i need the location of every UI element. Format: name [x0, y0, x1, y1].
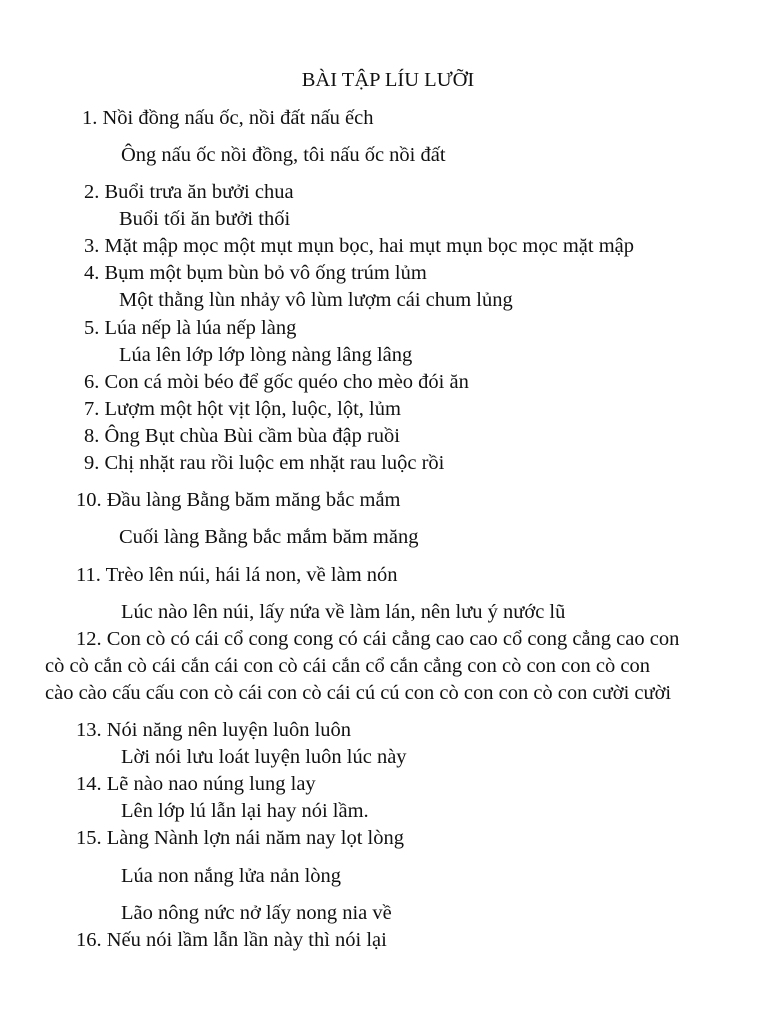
- line-8: 8. Ông Bụt chùa Bùi cầm bùa đập ruồi: [84, 425, 400, 447]
- line-3: 3. Mặt mập mọc một mụt mụn bọc, hai mụt mụn bọc mọc mặt mập: [84, 235, 634, 257]
- line-11: 11. Trèo lên núi, hái lá non, về làm nón: [76, 564, 398, 586]
- line-15-cont-b: Lão nông nức nở lấy nong nia về: [121, 902, 392, 924]
- line-1: 1. Nồi đồng nấu ốc, nồi đất nấu ếch: [82, 107, 374, 129]
- line-10-cont: Cuối làng Bằng bắc mắm băm măng: [119, 526, 419, 548]
- line-2: 2. Buổi trưa ăn bưởi chua: [84, 181, 294, 203]
- line-7: 7. Lượm một hột vịt lộn, luộc, lột, lủm: [84, 398, 401, 420]
- line-13: 13. Nói năng nên luyện luôn luôn: [76, 719, 352, 741]
- line-12-cont-b: cào cào cấu cấu con cò cái con cò cái cú cú con cò con con cò con cười cười: [45, 682, 672, 704]
- line-4: 4. Bụm một bụm bùn bỏ vô ống trúm lủm: [84, 262, 427, 284]
- line-2-cont: Buổi tối ăn bưởi thối: [119, 208, 291, 230]
- line-15-cont-a: Lúa non nắng lửa nản lòng: [121, 865, 342, 887]
- line-14: 14. Lẽ nào nao núng lung lay: [76, 773, 316, 795]
- line-5-cont: Lúa lên lớp lớp lòng nàng lâng lâng: [119, 344, 413, 366]
- line-5: 5. Lúa nếp là lúa nếp làng: [84, 317, 297, 339]
- line-12: 12. Con cò có cái cổ cong cong có cái cẳng cao cao cổ cong cẳng cao con: [76, 628, 680, 650]
- line-14-cont: Lên lớp lú lẫn lại hay nói lầm.: [121, 800, 369, 822]
- line-12-cont-a: cò cò cắn cò cái cắn cái con cò cái cắn cổ cắn cẳng con cò con con cò con: [45, 655, 650, 677]
- line-10: 10. Đầu làng Bằng băm măng bắc mắm: [76, 489, 401, 511]
- line-6: 6. Con cá mòi béo để gốc quéo cho mèo đói ăn: [84, 371, 469, 393]
- line-1-cont: Ông nấu ốc nồi đồng, tôi nấu ốc nồi đất: [121, 144, 446, 166]
- line-9: 9. Chị nhặt rau rồi luộc em nhặt rau luộc rồi: [84, 452, 445, 474]
- line-16: 16. Nếu nói lầm lẫn lần này thì nói lại: [76, 929, 387, 951]
- line-4-cont: Một thằng lùn nhảy vô lùm lượm cái chum lủng: [119, 289, 513, 311]
- line-15: 15. Làng Nành lợn nái năm nay lọt lòng: [76, 827, 404, 849]
- document-title: BÀI TẬP LÍU LƯỠI: [301, 69, 475, 91]
- line-13-cont: Lời nói lưu loát luyện luôn lúc này: [121, 746, 407, 768]
- line-11-cont: Lúc nào lên núi, lấy nứa về làm lán, nên lưu ý nước lũ: [121, 601, 566, 623]
